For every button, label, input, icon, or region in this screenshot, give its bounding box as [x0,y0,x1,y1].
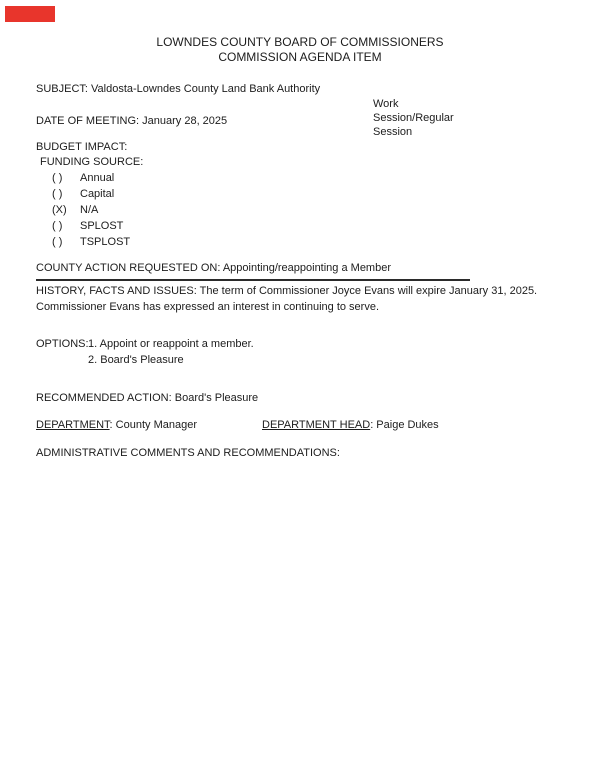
date-label: DATE OF MEETING: [36,115,140,127]
history-label: HISTORY, FACTS AND ISSUES: [36,285,197,297]
funding-option-label: TSPLOST [80,236,131,248]
funding-option-tsplost [52,234,130,250]
checkbox-annual: ( ) [52,172,63,184]
option-2: 2. Board's Pleasure [88,353,184,366]
county-action-row [36,261,470,281]
department-field [36,418,262,433]
department-head-field [262,419,439,431]
title-line-2: COMMISSION AGENDA ITEM [218,50,382,64]
department-head-label: DEPARTMENT HEAD [262,419,371,431]
funding-options-list [52,170,130,250]
department-label: DEPARTMENT [36,419,110,431]
option-1: 1. Appoint or reappoint a member. [88,338,254,350]
subject-value: Valdosta-Lowndes County Land Bank Authority [91,83,321,95]
checkbox-splost: ( ) [52,220,63,232]
department-row [36,418,439,433]
red-stamp-marker [5,6,55,22]
funding-option-splost [52,218,130,234]
checkbox-na-checked: (X) [52,204,67,216]
subject-row [36,82,320,97]
funding-option-capital [52,186,130,202]
options-label: OPTIONS: [36,338,89,350]
admin-comments-label: ADMINISTRATIVE COMMENTS AND RECOMMENDATIONS: [36,447,340,459]
funding-option-label: SPLOST [80,220,124,232]
funding-option-label: Annual [80,172,115,184]
funding-option-label: Capital [80,188,115,200]
recommended-value: Board's Pleasure [174,392,259,404]
department-head-value: : Paige Dukes [370,419,439,431]
checkbox-capital: ( ) [52,188,63,200]
budget-impact-label: BUDGET IMPACT: [36,141,128,153]
department-value: : County Manager [109,419,197,431]
date-value: January 28, 2025 [142,115,228,127]
checkbox-tsplost: ( ) [52,236,63,248]
title-line-1: LOWNDES COUNTY BOARD OF COMMISSIONERS [156,35,444,49]
funding-option-label: N/A [80,204,99,216]
document-title [0,35,600,65]
recommended-action-row [36,391,258,406]
meeting-type: Work Session/Regular Session [373,98,454,138]
recommended-label: RECOMMENDED ACTION: [36,392,172,404]
date-of-meeting-row [36,114,227,129]
history-facts-issues [36,283,541,315]
funding-source-label: FUNDING SOURCE: [40,156,144,168]
subject-label: SUBJECT: [36,83,88,95]
options-list [88,337,254,368]
funding-option-annual [52,170,130,186]
options-section [36,337,254,368]
funding-option-na [52,202,130,218]
county-action-value: Appointing/reappointing a Member [222,262,391,274]
history-text: The term of Commissioner Joyce Evans will expire January 31, 2025. Commissioner Evans has expressed an interest in continuing to serve. [36,285,538,313]
county-action-label: COUNTY ACTION REQUESTED ON: [36,262,221,274]
